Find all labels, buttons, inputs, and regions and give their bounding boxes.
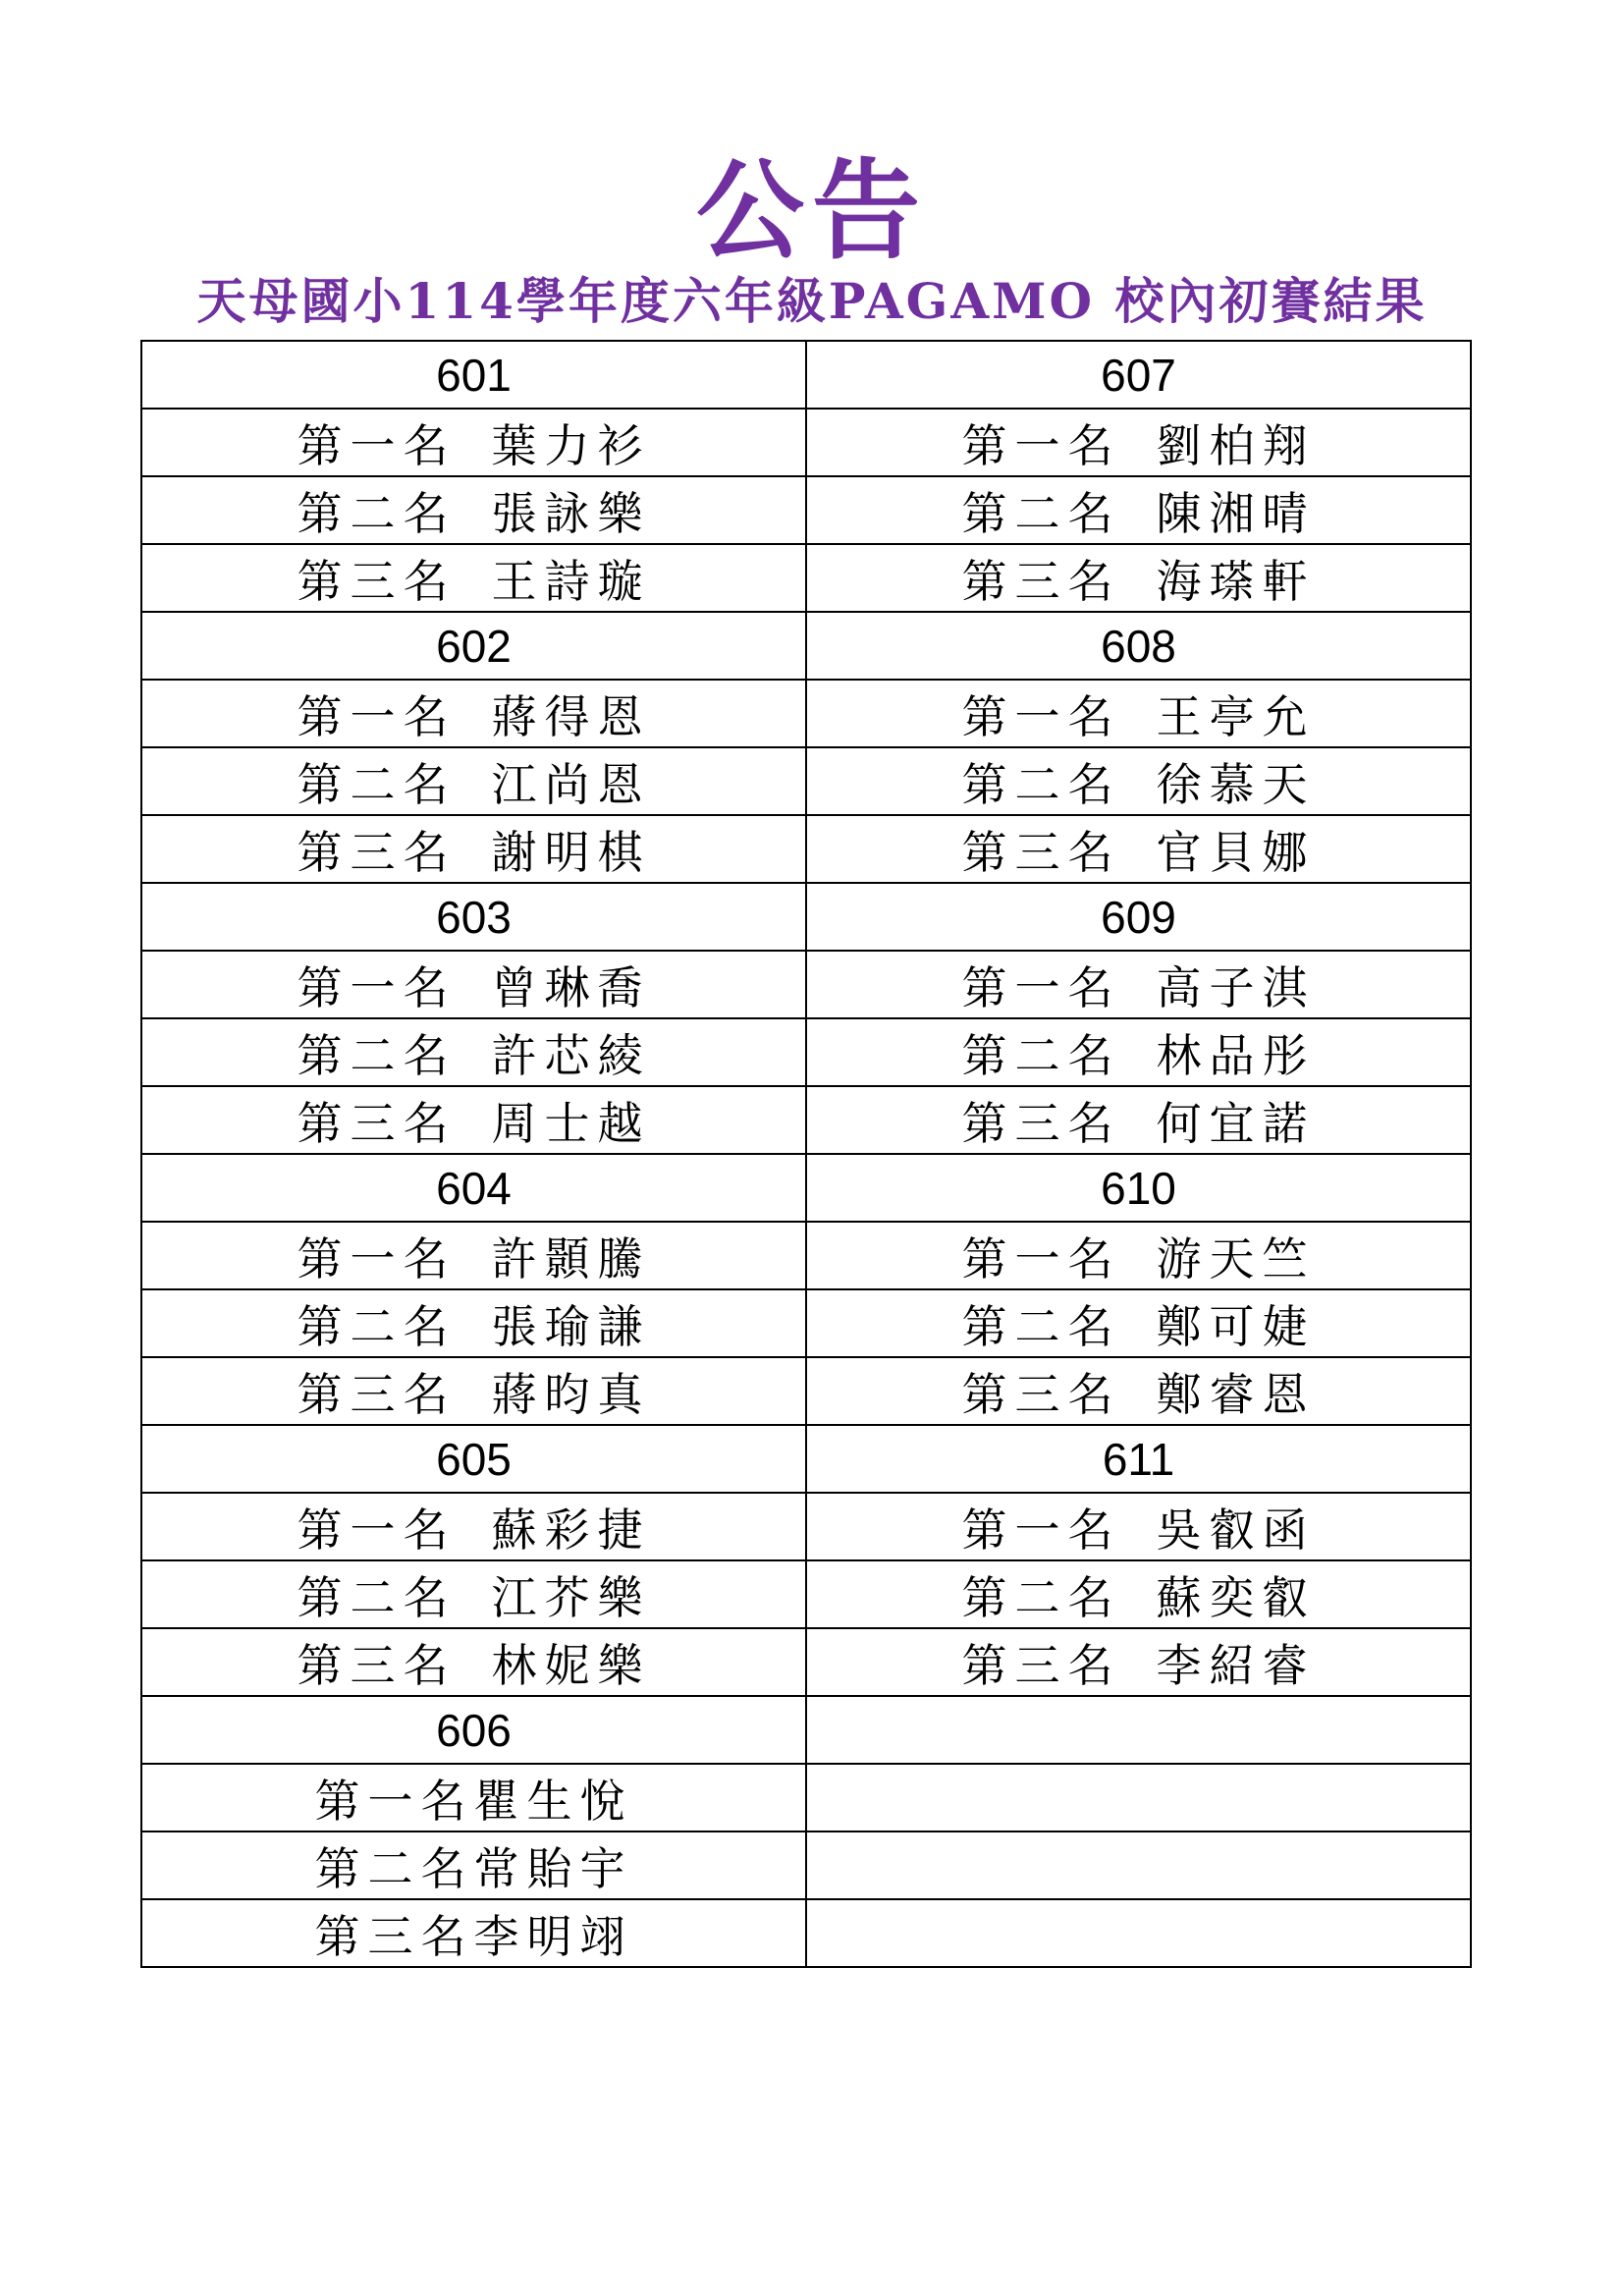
rank-label: 第二名: [314, 1841, 474, 1895]
student-name: 鄭可婕: [1156, 1299, 1316, 1353]
rank-label: 第三名: [297, 1638, 457, 1692]
student-name: 鄭睿恩: [1156, 1367, 1316, 1421]
student-name: 王亭允: [1156, 689, 1316, 743]
winner-cell: [141, 1086, 806, 1154]
winner-cell: [806, 1018, 1471, 1086]
table-row: [141, 1493, 1471, 1560]
table-row: [141, 1289, 1471, 1357]
student-name: 林品彤: [1156, 1028, 1316, 1082]
student-name: 江尚恩: [491, 757, 651, 811]
rank-label: 第三名: [961, 1367, 1121, 1421]
class-header-cell: 601: [141, 341, 806, 409]
class-header-cell: 607: [806, 341, 1471, 409]
page-subtitle: 天母國小114學年度六年級PAGAMO 校內初賽結果: [196, 272, 1428, 330]
student-name: 李明翊: [473, 1909, 633, 1963]
student-name: 江芥樂: [491, 1570, 651, 1624]
empty-cell: [806, 1899, 1471, 1967]
rank-label: 第二名: [297, 757, 457, 811]
winner-cell: [806, 680, 1471, 747]
empty-cell: [806, 1696, 1471, 1764]
student-name: 李紹睿: [1156, 1638, 1316, 1692]
table-row: [141, 476, 1471, 544]
student-name: 瞿生悅: [473, 1774, 633, 1828]
student-name: 謝明棋: [491, 825, 651, 879]
rank-label: 第一名: [297, 1503, 457, 1557]
table-row: [141, 1831, 1471, 1899]
class-header-cell: 606: [141, 1696, 806, 1764]
rank-label: 第三名: [297, 1367, 457, 1421]
rank-label: 第二名: [297, 1570, 457, 1624]
rank-label: 第三名: [961, 554, 1121, 608]
rank-label: 第一名: [314, 1774, 474, 1828]
student-name: 許顥騰: [491, 1231, 651, 1285]
student-name: 海瑹軒: [1156, 554, 1316, 608]
winner-cell: [806, 815, 1471, 883]
winner-cell: [141, 1628, 806, 1696]
winner-cell: [806, 1222, 1471, 1289]
rank-label: 第二名: [297, 486, 457, 540]
rank-label: 第一名: [297, 418, 457, 472]
winner-cell: [141, 544, 806, 612]
table-row: [141, 1222, 1471, 1289]
winner-cell: [806, 476, 1471, 544]
winner-cell: [806, 1357, 1471, 1425]
student-name: 何宜諾: [1156, 1096, 1316, 1150]
rank-label: 第二名: [961, 486, 1121, 540]
student-name: 王詩璇: [491, 554, 651, 608]
table-row: [141, 1357, 1471, 1425]
table-row: [141, 1018, 1471, 1086]
student-name: 徐慕天: [1156, 757, 1316, 811]
rank-label: 第二名: [961, 1028, 1121, 1082]
class-header-cell: 602: [141, 612, 806, 680]
winner-cell: [141, 1289, 806, 1357]
rank-label: 第二名: [961, 1570, 1121, 1624]
table-row: [141, 1560, 1471, 1628]
student-name: 林妮樂: [491, 1638, 651, 1692]
winner-cell: [141, 476, 806, 544]
class-header-cell: 604: [141, 1154, 806, 1222]
winner-cell: [806, 747, 1471, 815]
results-table: [140, 340, 1472, 1968]
winner-cell: [141, 951, 806, 1018]
empty-cell: [806, 1831, 1471, 1899]
winner-cell: [806, 544, 1471, 612]
winner-cell: [141, 1222, 806, 1289]
table-row: [141, 747, 1471, 815]
winner-cell: [806, 951, 1471, 1018]
table-row: [141, 1899, 1471, 1967]
student-name: 張瑜謙: [491, 1299, 651, 1353]
winner-cell: [141, 1831, 806, 1899]
winner-cell: [141, 1764, 806, 1831]
winner-cell: [806, 1086, 1471, 1154]
student-name: 曾琳喬: [491, 960, 651, 1014]
winner-cell: [806, 1289, 1471, 1357]
class-header-cell: 608: [806, 612, 1471, 680]
winner-cell: [806, 1493, 1471, 1560]
rank-label: 第三名: [314, 1909, 474, 1963]
winner-cell: [141, 1899, 806, 1967]
table-row: [141, 1628, 1471, 1696]
rank-label: 第三名: [961, 1638, 1121, 1692]
student-name: 陳湘晴: [1156, 486, 1316, 540]
student-name: 官貝娜: [1156, 825, 1316, 879]
winner-cell: [141, 747, 806, 815]
rank-label: 第二名: [961, 757, 1121, 811]
rank-label: 第三名: [297, 554, 457, 608]
winner-cell: [806, 1560, 1471, 1628]
table-row: [141, 341, 1471, 409]
winner-cell: [141, 1357, 806, 1425]
student-name: 劉柏翔: [1156, 418, 1316, 472]
table-row: [141, 1154, 1471, 1222]
rank-label: 第三名: [961, 825, 1121, 879]
table-row: [141, 409, 1471, 476]
winner-cell: [806, 1628, 1471, 1696]
rank-label: 第一名: [961, 1503, 1121, 1557]
table-row: [141, 883, 1471, 951]
winner-cell: [141, 1493, 806, 1560]
student-name: 周士越: [491, 1096, 651, 1150]
rank-label: 第一名: [961, 1231, 1121, 1285]
rank-label: 第三名: [961, 1096, 1121, 1150]
rank-label: 第二名: [297, 1299, 457, 1353]
table-row: [141, 1425, 1471, 1493]
student-name: 蔣得恩: [491, 689, 651, 743]
rank-label: 第二名: [961, 1299, 1121, 1353]
rank-label: 第一名: [297, 689, 457, 743]
rank-label: 第三名: [297, 1096, 457, 1150]
table-row: [141, 1086, 1471, 1154]
student-name: 常貽宇: [473, 1841, 633, 1895]
class-header-cell: 609: [806, 883, 1471, 951]
empty-cell: [806, 1764, 1471, 1831]
rank-label: 第一名: [961, 689, 1121, 743]
results-body: [141, 341, 1471, 1967]
rank-label: 第一名: [297, 960, 457, 1014]
winner-cell: [141, 1018, 806, 1086]
winner-cell: [141, 409, 806, 476]
student-name: 葉力衫: [491, 418, 651, 472]
winner-cell: [141, 815, 806, 883]
student-name: 蘇彩捷: [491, 1503, 651, 1557]
table-row: [141, 680, 1471, 747]
table-row: [141, 815, 1471, 883]
winner-cell: [141, 1560, 806, 1628]
class-header-cell: 605: [141, 1425, 806, 1493]
student-name: 高子淇: [1156, 960, 1316, 1014]
student-name: 許芯綾: [491, 1028, 651, 1082]
rank-label: 第一名: [297, 1231, 457, 1285]
rank-label: 第一名: [961, 960, 1121, 1014]
winner-cell: [806, 409, 1471, 476]
student-name: 張詠樂: [491, 486, 651, 540]
student-name: 吳叡函: [1156, 1503, 1316, 1557]
table-row: [141, 544, 1471, 612]
class-header-cell: 603: [141, 883, 806, 951]
table-row: [141, 1764, 1471, 1831]
student-name: 游天竺: [1156, 1231, 1316, 1285]
class-header-cell: 610: [806, 1154, 1471, 1222]
table-row: [141, 951, 1471, 1018]
table-row: [141, 1696, 1471, 1764]
class-header-cell: 611: [806, 1425, 1471, 1493]
table-row: [141, 612, 1471, 680]
rank-label: 第一名: [961, 418, 1121, 472]
rank-label: 第二名: [297, 1028, 457, 1082]
student-name: 蔣昀真: [491, 1367, 651, 1421]
student-name: 蘇奕叡: [1156, 1570, 1316, 1624]
page-title: 公告: [696, 147, 928, 274]
winner-cell: [141, 680, 806, 747]
rank-label: 第三名: [297, 825, 457, 879]
